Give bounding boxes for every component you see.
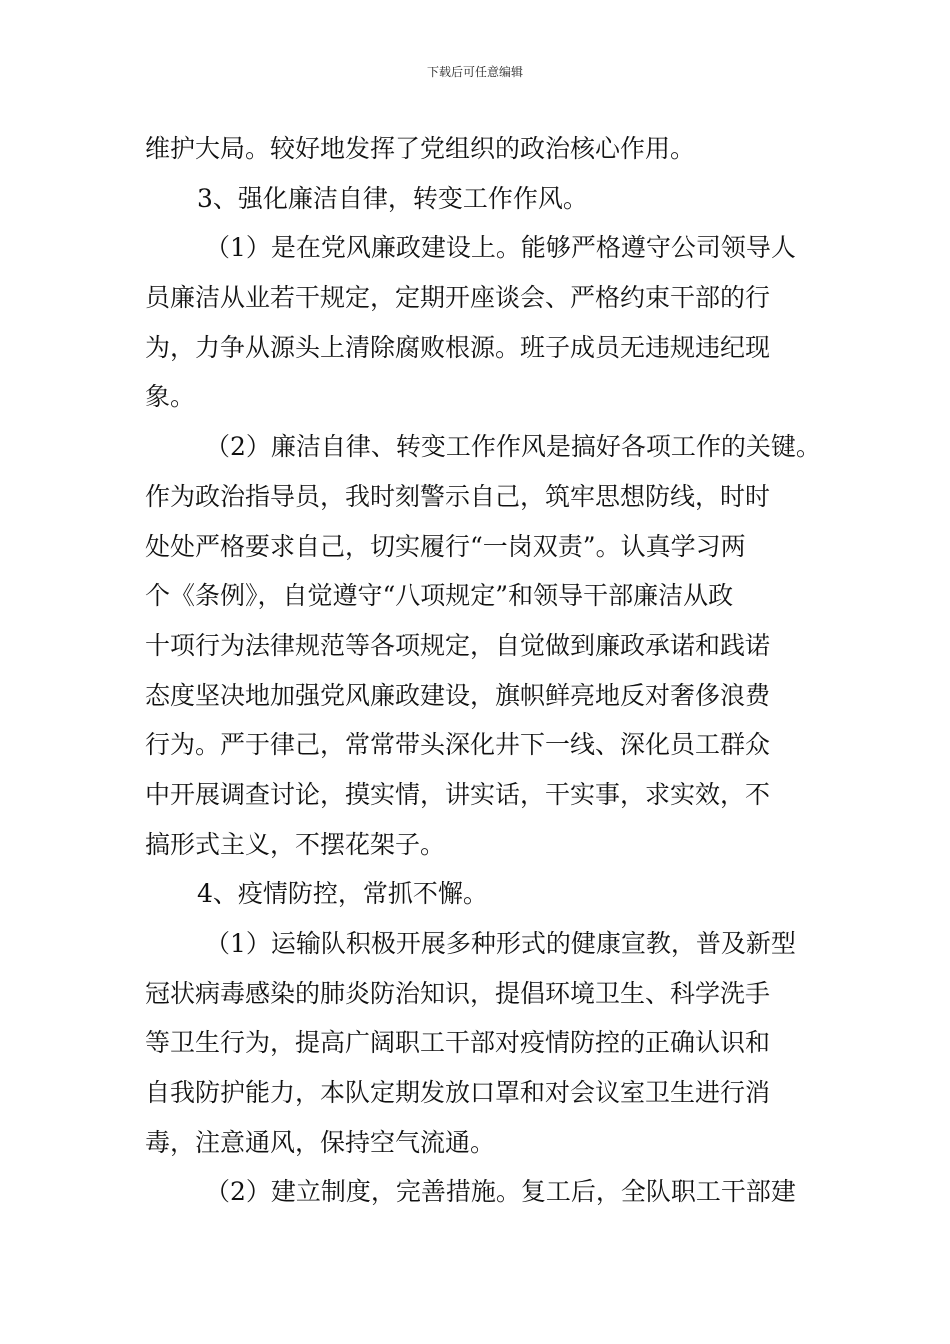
text-line: 十项行为法律规范等各项规定，自觉做到廉政承诺和践诺 [145,630,771,660]
text-line: 态度坚决地加强党风廉政建设，旗帜鲜亮地反对奢侈浪费 [145,680,771,710]
text-line: 毒，注意通风，保持空气流通。 [145,1127,496,1157]
paragraph-start: （1）运输队积极开展多种形式的健康宣教，普及新型 [205,929,796,958]
text-line: 作为政治指导员，我时刻警示自己，筑牢思想防线，时时 [145,481,771,511]
paragraph-start: （2）廉洁自律、转变工作作风是搞好各项工作的关键。 [205,432,821,462]
text-line: 行为。严于律己，常常带头深化井下一线、深化员工群众 [145,730,771,760]
text-line: 员廉洁从业若干规定，定期开座谈会、严格约束干部的行 [145,283,771,313]
text-line: 个《条例》，自觉遵守“八项规定”和领导干部廉洁从政 [145,581,734,611]
section-heading-3: 3、强化廉洁自律，转变工作作风。 [197,183,588,213]
text-line: 中开展调查讨论，摸实情，讲实话，干实事，求实效，不 [145,779,771,809]
text-line: 象。 [145,382,196,412]
text-line: 等卫生行为，提高广阔职工干部对疫情防控的正确认识和 [145,1028,771,1058]
page-header-note: 下载后可任意编辑 [426,65,523,79]
text-line: 冠状病毒感染的肺炎防治知识，提倡环境卫生、科学洗手 [145,978,771,1008]
text-line: 搞形式主义，不摆花架子。 [145,829,446,859]
document-body [145,124,825,1217]
text-line: 为，力争从源头上清除腐败根源。班子成员无违规违纪现 [145,332,771,362]
paragraph-start: （1）是在党风廉政建设上。能够严格遵守公司领导人 [205,233,796,263]
text-line: 处处严格要求自己，切实履行“一岗双责”。认真学习两 [145,531,746,561]
section-heading-4: 4、疫情防控，常抓不懈。 [197,879,488,909]
text-line: 维护大局。较好地发挥了党组织的政治核心作用。 [145,134,696,163]
paragraph-start: （2）建立制度，完善措施。复工后，全队职工干部建 [205,1177,796,1207]
text-line: 自我防护能力，本队定期发放口罩和对会议室卫生进行消 [145,1078,771,1108]
